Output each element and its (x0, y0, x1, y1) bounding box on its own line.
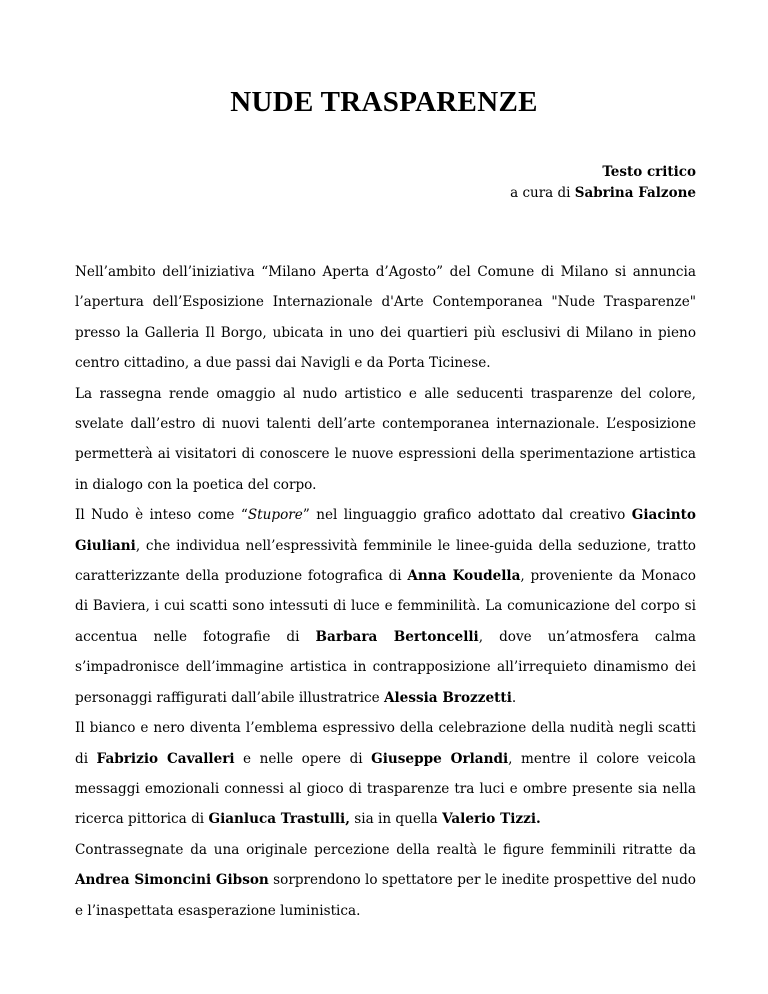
text-run: Il Nudo è inteso come “ (75, 507, 248, 524)
text-run: . (511, 689, 517, 706)
paragraph-2: La rassegna rende omaggio al nudo artistico e alle seducenti trasparenze del colore, svelate dall’estro di nuovi talenti dell’arte contemporanea internazionale. L’esposizione permetterà ai visitatori di conoscere le nuove espressioni della sperimentazione artistica in dialogo con la poetica del corpo. (75, 385, 696, 493)
italic-term: Stupore (247, 507, 303, 524)
text-run: sorprendono lo spettatore per le inedite prospettive del nudo e l’inaspettata esasperazione luministica. (75, 872, 696, 919)
paragraph-3 (75, 500, 696, 713)
text-run: Contrassegnate da una originale percezione della realtà le figure femminili ritratte da (75, 841, 696, 858)
artist-name: Anna Koudella (407, 568, 521, 585)
text-run: ” nel linguaggio grafico adottato dal creativo (302, 507, 632, 524)
byline-author: Sabrina Falzone (574, 185, 696, 201)
text-run: sia in quella (349, 811, 443, 828)
text-run: , mentre il colore veicola messaggi emozionali connessi al gioco di trasparenze tra luci e ombre presente sia nella ricerca pittorica di (75, 750, 696, 828)
artist-name: Andrea Simoncini Gibson (75, 872, 269, 889)
artist-name: Barbara Bertoncelli (315, 628, 479, 645)
artist-name: Giacinto Giuliani (75, 507, 697, 554)
artist-name: Alessia Brozzetti (383, 689, 512, 706)
paragraph-5 (75, 835, 696, 926)
text-run: e nelle opere di (234, 750, 372, 767)
byline-credit (510, 183, 696, 204)
paragraph-1: Nell’ambito dell’iniziativa “Milano Aperta d’Agosto” del Comune di Milano si annuncia l’apertura dell’Esposizione Internazionale d'Arte Contemporanea "Nude Trasparenze" presso la Galleria Il Borgo, ubicata in uno dei quartieri più esclusivi di Milano in pieno centro cittadino, a due passi dai Navigli e da Porta Ticinese. (75, 264, 696, 372)
text-run: , dove un’atmosfera calma s’impadronisce dell’immagine artistica in contrapposizione all’irrequieto dinamismo dei personaggi raffigurati dall’abile illustratrice (75, 628, 696, 706)
artist-name: Gianluca Trastulli, (208, 811, 350, 828)
byline-label: Testo critico (602, 164, 696, 180)
artist-name: Giuseppe Orlandi (371, 750, 509, 767)
text-run: , proveniente da Monaco di Baviera, i cui scatti sono intessuti di luce e femminilità. La comunicazione del corpo si accentua nelle fotografie di (75, 568, 696, 645)
text-run: , che individua nell’espressività femminile le linee-guida della seduzione, tratto caratterizzante della produzione fotografica di (75, 537, 696, 585)
paragraph-4 (75, 713, 696, 835)
document-title: NUDE TRASPARENZE (230, 86, 538, 118)
byline (510, 162, 696, 204)
text-run: Il bianco e nero diventa l’emblema espressivo della celebrazione della nudità negli scatti di (75, 720, 696, 767)
byline-prefix: a cura di (510, 185, 575, 201)
artist-name: Fabrizio Cavalleri (96, 750, 235, 767)
document-body (75, 257, 696, 926)
artist-name: Valerio Tizzi. (442, 811, 541, 828)
